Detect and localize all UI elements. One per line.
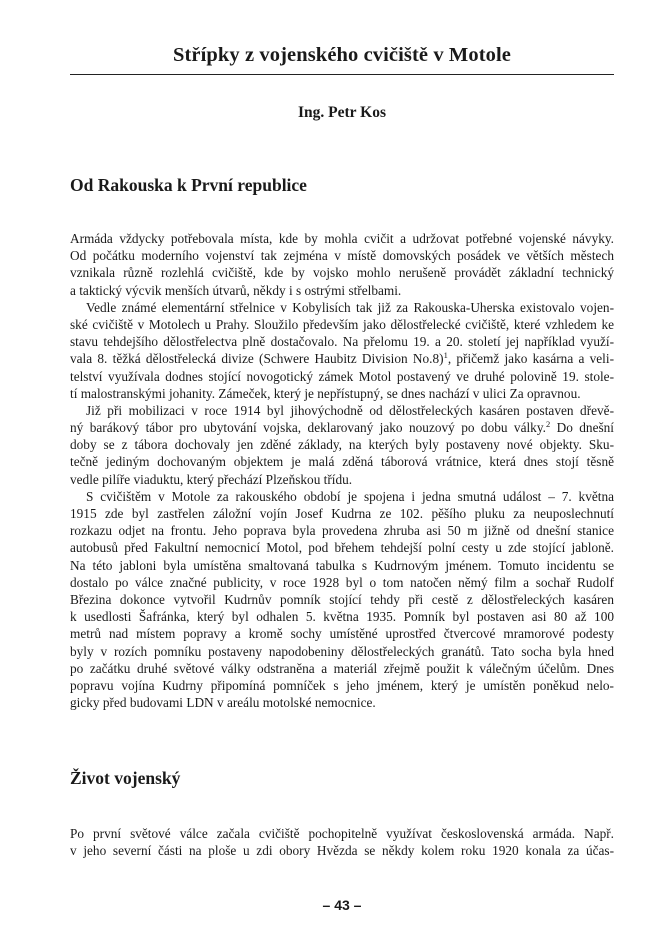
paragraph-line: Vedle známé elementární střelnice v Kobylisích tak již za Rakouska-Uherska existovalo vojen- [86, 299, 614, 315]
paragraph-line: telství využívala dodnes stojící novogotický zámek Motol postavený ve druhé polovině 19. stole- [70, 368, 614, 384]
paragraph-line: byly v rozích pomníku postaveny napodobeniny dělostřeleckých granátů. Tato socha byla hned [70, 643, 614, 659]
title-underline [70, 74, 614, 75]
paragraph-line: Armáda vždycky potřebovala místa, kde by mohla cvičit a udržovat potřebné vojenské návyky. [70, 231, 614, 246]
page-number: – 43 – [322, 897, 362, 913]
paragraph-line: v jeho severní části na ploše u zdi obory Hvězda se někdy kolem roku 1920 konala za účas- [70, 843, 614, 859]
paragraph-line: vznikala různě rozlehlá cvičiště, kde by vojsko mohlo nerušeně provádět základní technický [70, 265, 614, 281]
article-title: Střípky z vojenského cvičiště v Motole [172, 44, 512, 66]
line-text: Do dnešní [550, 420, 614, 436]
paragraph-line: a taktický výcvik menších útvarů, někdy i s ostrými střelbami. [70, 282, 402, 298]
paragraph-line: dostalo po válce značné publicity, v roce 1928 byl o tom natočen němý film a sochař Rudolf [70, 574, 614, 590]
paragraph-line: autobusů před Fakultní nemocnicí Motol, pod břehem tehdejší polní cesty u zde stojící jabloně. [70, 540, 614, 556]
section-heading-1: Od Rakouska k První republice [70, 175, 307, 195]
paragraph-line: stavu tehdejšího dělostřelectva plně dostačovalo. Na přelomu 19. a 20. století jej například využí- [70, 334, 614, 350]
paragraph-line: Březina dokonce vytvořil Kudrnův pomník stojící tehdy při cestě z dělostřeleckých kasáren [70, 591, 614, 607]
paragraph-line: ské cvičiště v Motolech u Prahy. Sloužilo především jako dělostřelecké cvičiště, které vzhledem ke [70, 316, 614, 332]
paragraph-line: Již při mobilizaci v roce 1914 byl jihovýchodně od dělostřeleckých kasáren postaven dřevě- [86, 402, 614, 418]
footnote-mark-1: 1 [443, 350, 448, 361]
paragraph-line: Od počátku moderního vojenství tak zejména v místě domovských posádek ve větších městech [70, 248, 614, 264]
paragraph-line: metrů nad místem popravy a kromě sochy umístěné uprostřed čtvercové mramorové podesty [70, 626, 614, 642]
paragraph-line: po začátku druhé světové války odstraněna a materiál zřejmě použit k válečným účelům. Dnes [70, 660, 614, 676]
author-name: Ing. Petr Kos [298, 104, 386, 121]
paragraph-line: vedle pilíře viaduktu, který přechází Plzeňskou třídu. [70, 471, 353, 487]
paragraph-line: tečně jediným dochovaným objektem je malá zděná táborová vrátnice, která dnes stojí těsně [70, 454, 614, 470]
line-text: ný barákový tábor pro ubytování vojska, deklarovaný jako nouzový po dobu války. [70, 420, 546, 436]
paragraph-line [70, 350, 614, 367]
paragraph-line: popravu vojína Kudrny připomíná pomníček s jeho jménem, který je umístěn poněkud nelo- [70, 677, 614, 693]
section-1-body [70, 230, 614, 711]
paragraph-line: Na této jabloni byla umístěna smaltovaná tabulka s Kudrnovým jménem. Tomuto incidentu se [70, 557, 614, 573]
paragraph-line: 1915 zde byl zastřelen záložní vojín Josef Kudrna ze 102. pěšího pluku za neuposlechnutí [70, 506, 614, 521]
line-text: vala 8. těžká dělostřelecká divize (Schwere Haubitz Division No.8) [70, 351, 444, 367]
section-2-body [70, 825, 614, 859]
paragraph-line: S cvičištěm v Motole za rakouského období je spojena i jedna smutná událost – 7. května [86, 488, 614, 504]
paragraph-line: doby se z tábora dochovaly jen zděné základy, na kterých byly postaveny nové objekty. Sku- [70, 437, 614, 453]
section-heading-2: Život vojenský [70, 768, 181, 788]
paragraph-line: gicky před budovami LDN v areálu motolské nemocnice. [70, 695, 376, 711]
paragraph-line: k usedlosti Šafránka, který byl odhalen 5. května 1935. Pomník byl postaven asi 80 až 100 [70, 609, 614, 625]
paragraph-line: rozkazu odjet na frontu. Jeho poprava byla provedena zhruba asi 50 m jižně od dnešní stanice [70, 523, 614, 539]
line-text: , přičemž jako kasárna a veli- [447, 351, 614, 367]
footnote-mark-2: 2 [545, 419, 551, 430]
paragraph-line: Po první světové válce začala cvičiště pochopitelně využívat československá armáda. Např. [70, 826, 614, 841]
paragraph-line: tí malostranskými johanity. Zámeček, který je nepřístupný, se dnes nachází v ulici Za opravnou. [70, 385, 581, 401]
paragraph-line [70, 419, 614, 436]
